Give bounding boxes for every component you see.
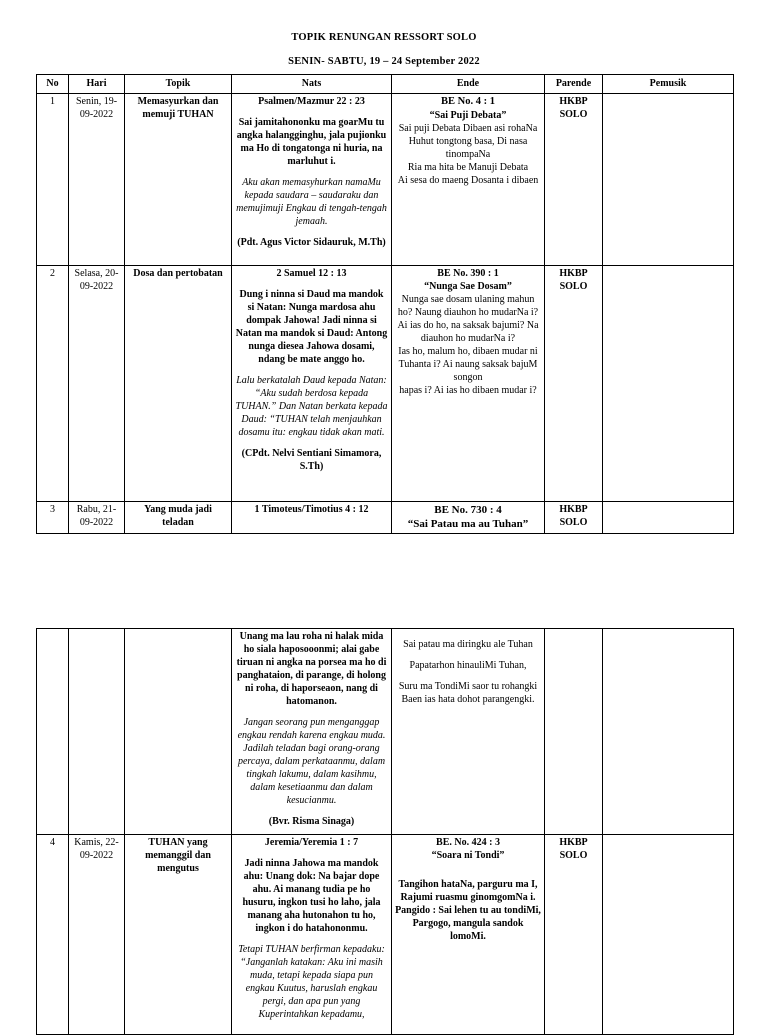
ende-title: “Sai Puji Debata” [429,109,507,121]
ende-line: Papatarhon hinauliMi Tuhan, [409,660,527,671]
row-ende [392,94,545,266]
ende-line: Baen ias hata dohot parangengki. [401,694,535,705]
col-header-ende: Ende [392,75,545,94]
row-parende [545,629,603,835]
nats-indonesian-text: Tetapi TUHAN berfirman kepadaku: “Janganlah katakan: Aku ini masih muda, tetapi kepada siapa pun engkau Kuutus, haruslah engkau pergi, dan apa pun yang Kuperintahkan kepadamu, [238,944,385,1020]
row-pemusik [603,835,734,1035]
ende-title: “Sai Patau ma au Tuhan” [407,518,529,531]
nats-reference: Jeremia/Yeremia 1 : 7 [264,837,359,848]
col-header-topik: Topik [125,75,232,94]
row-hari: Selasa, 20-09-2022 [69,266,125,502]
row-nats-reference: 1 Timoteus/Timotius 4 : 12 [232,502,392,534]
table-row [37,94,734,266]
ende-line: Sai patau ma diringku ale Tuhan [403,639,533,650]
document-subtitle: SENIN- SABTU, 19 – 24 September 2022 [288,56,480,67]
ende-title: “Nunga Sae Dosam” [424,281,512,292]
row-hari: Rabu, 21-09-2022 [69,502,125,534]
ende-line: Pargogo, mangula sandok lomoMi. [412,918,524,942]
row-no: 1 [37,94,69,266]
row-no [37,629,69,835]
row-parende: HKBP SOLO [545,835,603,1035]
ende-line: Pangido : Sai lehen tu au tondiMi, [395,905,541,916]
row-topik: Dosa dan pertobatan [125,266,232,502]
table-row [37,835,734,1035]
table-row [37,502,734,534]
ende-line: Huhut tongtong basa, Di nasa tinompaNa [408,135,528,160]
nats-indonesian-text: Aku akan memasyhurkan namaMu kepada saudara – saudaraku dan memujimuji Engkau di tengah-tengah jemaah. [236,177,387,227]
col-header-hari: Hari [69,75,125,94]
ende-title: “Soara ni Tondi” [431,850,505,861]
nats-author: (Bvr. Risma Sinaga) [268,816,355,827]
col-header-pemusik: Pemusik [603,75,734,94]
row-nats [232,629,392,835]
row-topik [125,629,232,835]
ende-line: Nunga sae dosam ulaning mahun ho? Naung diauhon ho mudarNa i? [397,294,539,318]
document-title: TOPIK RENUNGAN RESSORT SOLO [291,32,477,43]
row-ende [392,502,545,534]
schedule-table-2 [36,628,734,1035]
row-ende [392,266,545,502]
nats-batak-text: Jadi ninna Jahowa ma mandok ahu: Unang dok: Na bajar dope ahu. Ai manang tudia pe ho husuru, ingkon tusi ho laho, jala manang aha hutonahon tu ho, ingkon i do hatahononmu. [242,858,381,934]
row-no: 2 [37,266,69,502]
schedule-table-1 [36,74,734,534]
col-header-parende: Parende [545,75,603,94]
row-hari: Kamis, 22-09-2022 [69,835,125,1035]
ende-line: hapas i? Ai ias ho dibaen mudar i? [399,385,537,396]
col-header-no: No [37,75,69,94]
nats-reference: Psalmen/Mazmur 22 : 23 [258,96,365,107]
ende-line: Suru ma TondiMi saor tu rohangki [398,681,538,692]
row-topik: Memasyurkan dan memuji TUHAN [125,94,232,266]
nats-batak-text: Unang ma lau roha ni halak mida ho siala haposooonmi; alai gabe tiruan ni angka na porsea ma ho di panghataion, di parange, di holong ni roha, di haporseaon, nang di hatomanon. [236,631,387,707]
row-ende [392,835,545,1035]
ende-line: Rajumi ruasmu ginomgomNa i. [400,892,536,903]
table-row [37,266,734,502]
row-parende: HKBP SOLO [545,94,603,266]
row-hari [69,629,125,835]
ende-reference: BE No. 390 : 1 [437,268,499,279]
row-parende: HKBP SOLO [545,266,603,502]
row-nats [232,835,392,1035]
nats-reference: 2 Samuel 12 : 13 [276,268,347,279]
ende-line: Ria ma hita be Manuji Debata [407,161,529,173]
row-no: 4 [37,835,69,1035]
ende-line: Ai ias do ho, na saksak bajumi? Na diauhon ho mudarNa i? [397,320,539,344]
row-nats [232,94,392,266]
row-nats [232,266,392,502]
ende-line: Tangihon hataNa, parguru ma I, [398,879,538,890]
row-ende [392,629,545,835]
nats-author: (CPdt. Nelvi Sentiani Simamora, S.Th) [241,448,382,472]
row-pemusik [603,629,734,835]
row-parende: HKBP SOLO [545,502,603,534]
ende-line: Ias ho, malum ho, dibaen mudar ni Tuhanta i? Ai naung saksak bajuM songon [398,346,538,383]
nats-batak-text: Sai jamitahononku ma goarMu tu angka halangginghu, jala pujionku ma Ho di tongatonga ni huria, na marluhut i. [236,117,387,167]
row-topik: TUHAN yang memanggil dan mengutus [125,835,232,1035]
row-pemusik [603,266,734,502]
row-pemusik [603,94,734,266]
ende-line: Sai puji Debata Dibaen asi rohaNa [398,122,538,134]
ende-reference: BE No. 4 : 1 [441,96,495,107]
nats-indonesian-text: Jangan seorang pun menganggap engkau rendah karena engkau muda. Jadilah teladan bagi orang-orang percaya, dalam perkataanmu, dalam tingkah lakumu, dalam kasihmu, dalam kesetiaanmu dan dalam kesucianmu. [237,717,386,806]
nats-batak-text: Dung i ninna si Daud ma mandok si Natan: Nunga mardosa ahu dompak Jahowa! Jadi ninna si Natan ma mandok si Daud: Antong nunga diesea Jahowa dosami, ndang be mate anggo ho. [235,289,388,365]
col-header-nats: Nats [232,75,392,94]
row-pemusik [603,502,734,534]
row-topik: Yang muda jadi teladan [125,502,232,534]
nats-indonesian-text: Lalu berkatalah Daud kepada Natan: “Aku sudah berdosa kepada TUHAN.” Dan Natan berkata kepada Daud: “TUHAN telah menjauhkan dosamu itu: engkau tidak akan mati. [235,375,388,438]
ende-reference: BE No. 730 : 4 [434,504,502,516]
table-row-continuation [37,629,734,835]
ende-line: Ai sesa do maeng Dosanta i dibaen [397,174,539,186]
row-hari: Senin, 19-09-2022 [69,94,125,266]
table-header-row [37,75,734,94]
row-no: 3 [37,502,69,534]
nats-author: (Pdt. Agus Victor Sidauruk, M.Th) [237,237,386,248]
ende-reference: BE. No. 424 : 3 [436,837,500,848]
